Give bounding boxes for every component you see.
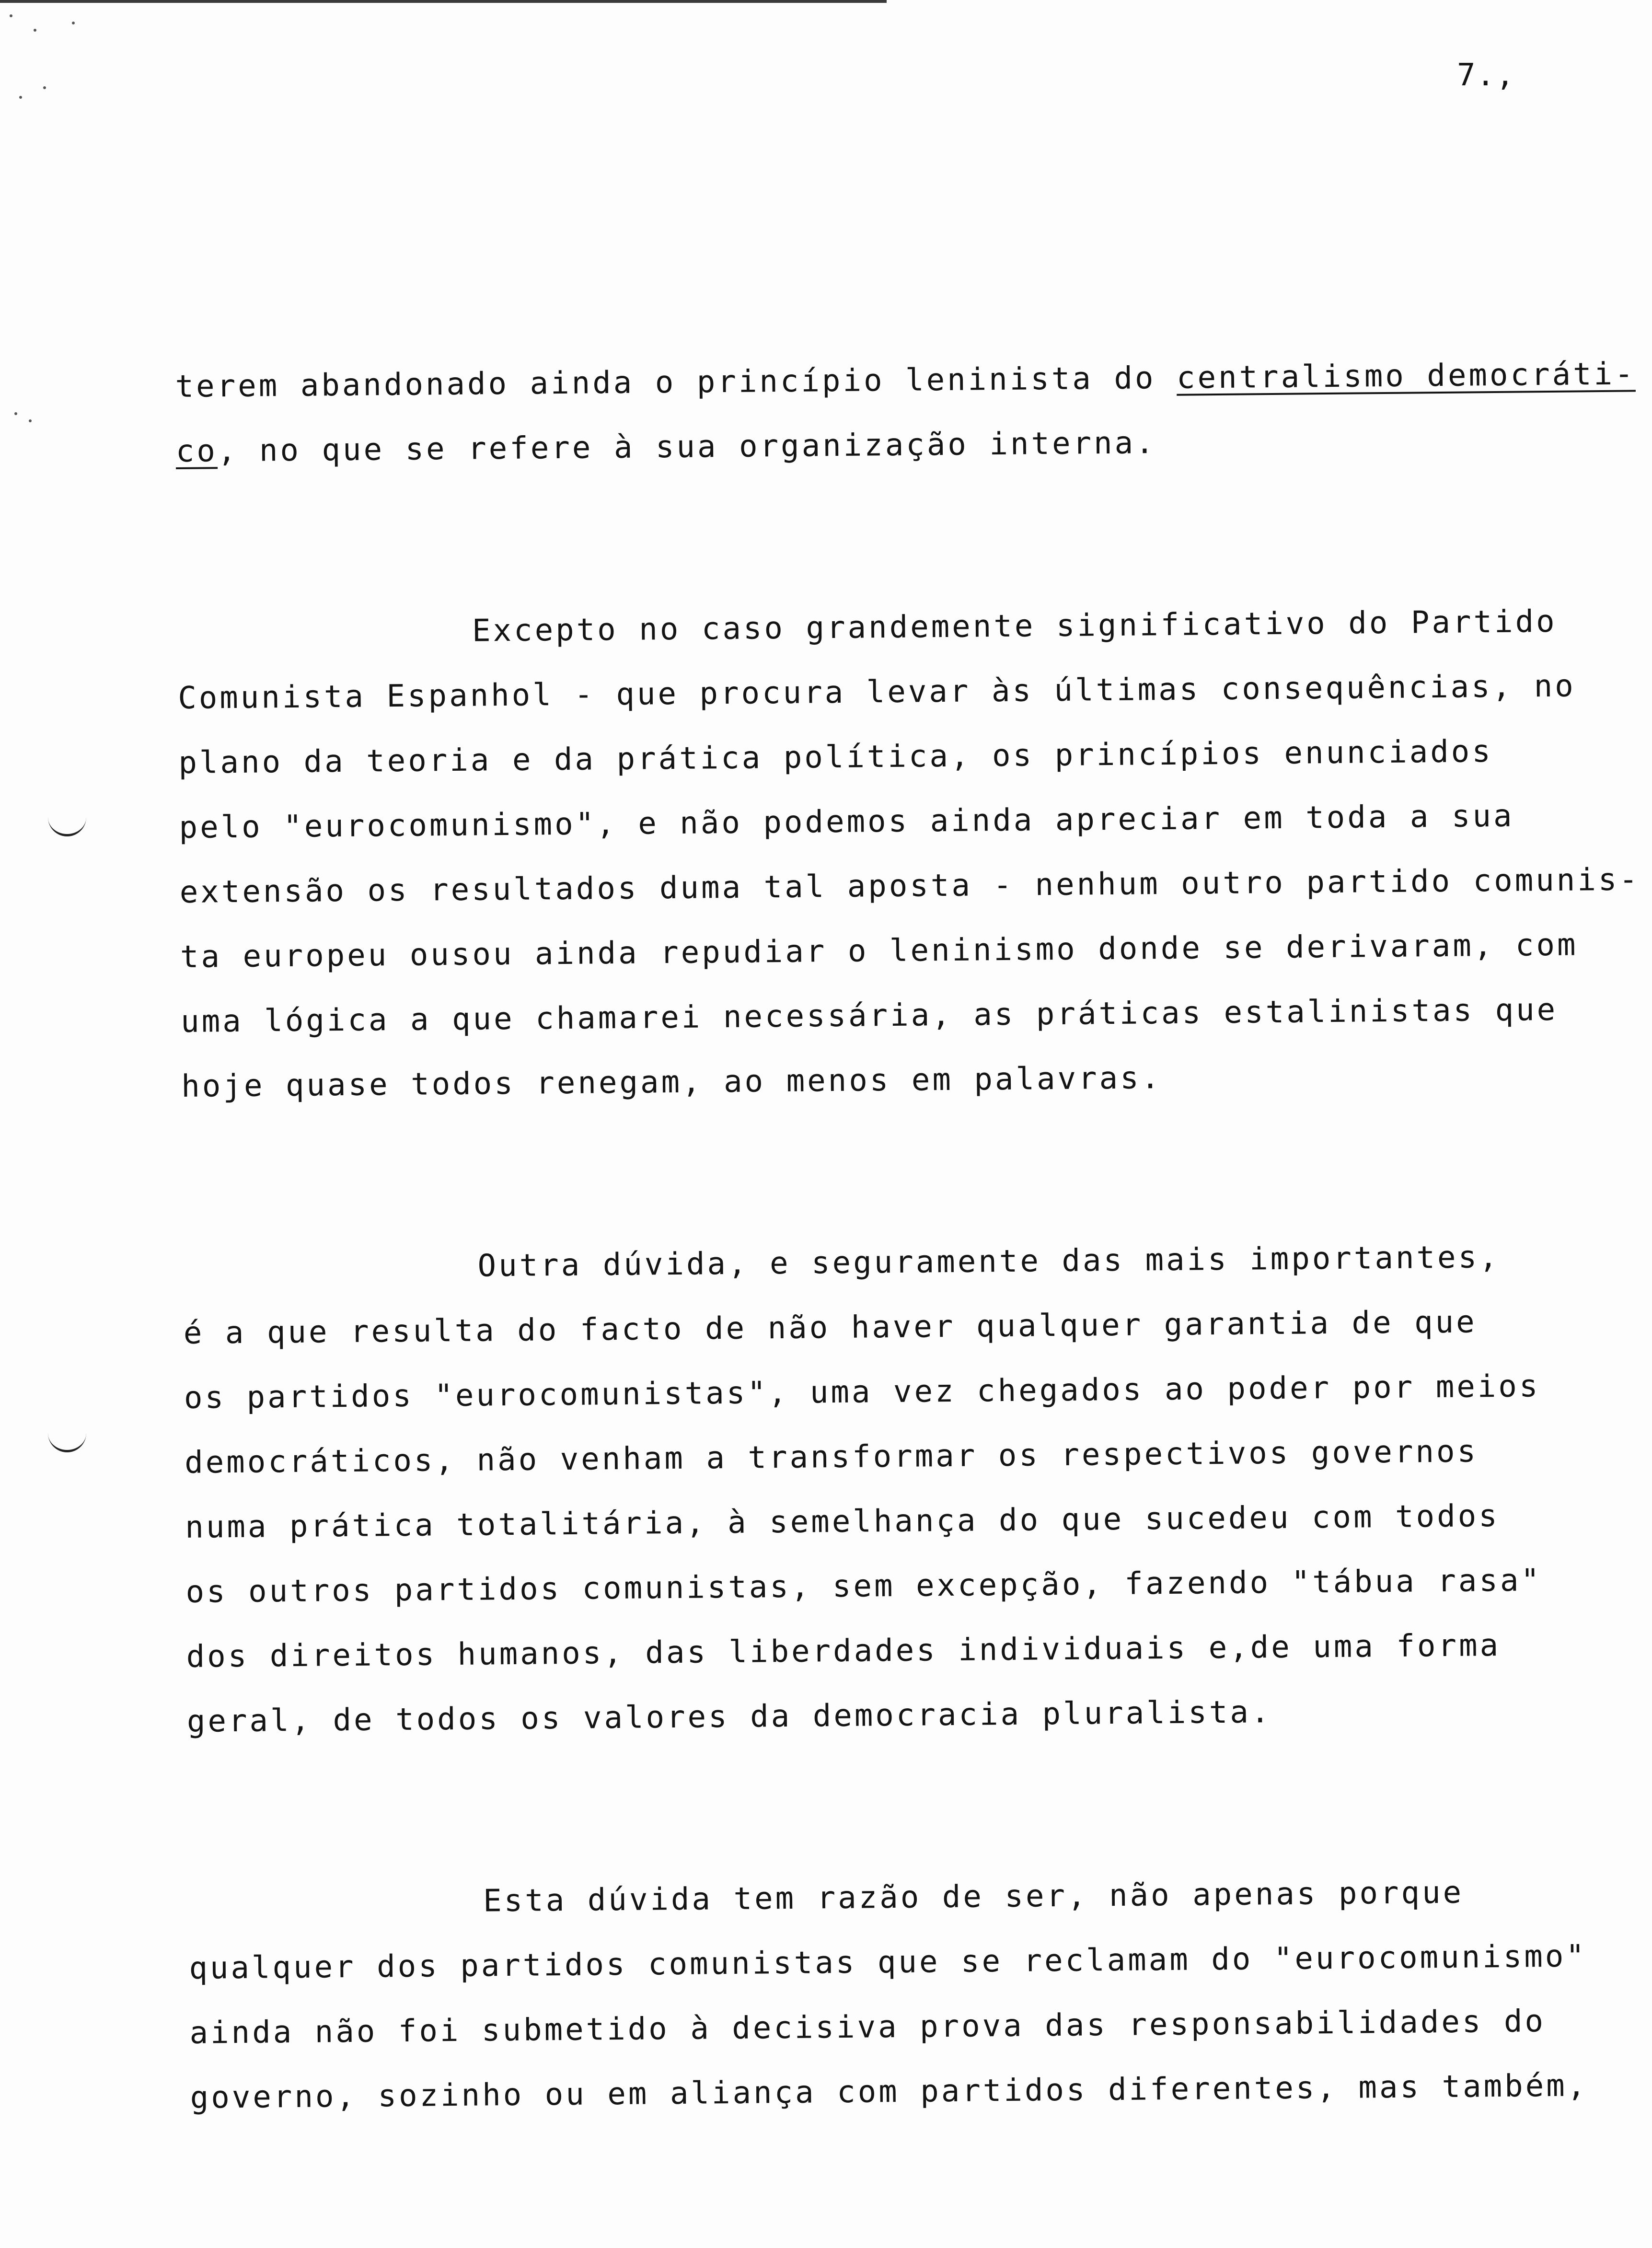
text-line: Excepto no caso grandemente significativo do Partido [472,603,1557,649]
text-line: governo, sozinho ou em aliança com partidos diferentes, mas também, [190,2068,1588,2116]
scan-speck [19,96,22,99]
document-body [175,343,1640,2248]
text-line: plano da teoria e da prática política, os princípios enunciados [178,734,1493,781]
underlined-phrase: centralismo democráti- [1176,356,1636,396]
paragraph-4 [188,1860,1588,2131]
text-line: numa prática totalitária, à semelhança do que sucedeu com todos [185,1498,1500,1545]
text-line: extensão os resultados duma tal aposta - nenhum outro partido comunis- [179,862,1640,910]
underlined-phrase: co [175,433,218,469]
scan-speck [34,29,36,32]
text-line: co, no que se refere à sua organização interna. [175,425,1156,469]
scan-speck [10,14,12,17]
scan-speck [72,22,75,24]
margin-mark [48,815,86,836]
text-line: Esta dúvida tem razão de ser, não apenas porque [483,1875,1464,1919]
paragraph-1 [175,343,1636,484]
text-line: pelo "eurocomunismo", e não podemos ainda apreciar em toda a sua [179,798,1514,846]
text-line: terem abandonado ainda o princípio leninista do centralismo democráti- [175,356,1636,405]
top-rule [0,0,887,3]
text-line: geral, de todos os valores da democracia pluralista. [186,1694,1272,1739]
paragraph-2 [177,590,1640,1119]
scan-speck [14,412,17,415]
paragraph-3 [183,1225,1567,1754]
text-line: Comunista Espanhol - que procura levar às últimas consequências, no [177,668,1576,716]
scan-speck [29,419,32,422]
text-line: ainda não foi submetido à decisiva prova das responsabilidades do [189,2004,1546,2051]
text-line: Outra dúvida, e seguramente das mais importantes, [477,1239,1500,1284]
text-line: hoje quase todos renegam, ao menos em palavras. [181,1060,1162,1104]
scan-speck [43,86,46,89]
text-line: ta europeu ousou ainda repudiar o leninismo donde se derivaram, com [180,927,1578,975]
text-line: os partidos "eurocomunistas", uma vez chegados ao poder por meios [184,1368,1540,1416]
text-line: democráticos, não venham a transformar os respectivos governos [184,1434,1479,1481]
text-line: dos direitos humanos, das liberdades individuais e,de uma forma [186,1627,1501,1675]
text-line: uma lógica a que chamarei necessária, as práticas estalinistas que [180,992,1558,1040]
text-line: os outros partidos comunistas, sem excepção, fazendo "tábua rasa" [185,1563,1542,1610]
page-number: 7., [1457,58,1515,93]
text-line: qualquer dos partidos comunistas que se reclamam do "eurocomunismo" [189,1938,1587,1986]
text-line: é a que resulta do facto de não haver qualquer garantia de que [183,1304,1477,1351]
margin-mark [48,1431,86,1452]
